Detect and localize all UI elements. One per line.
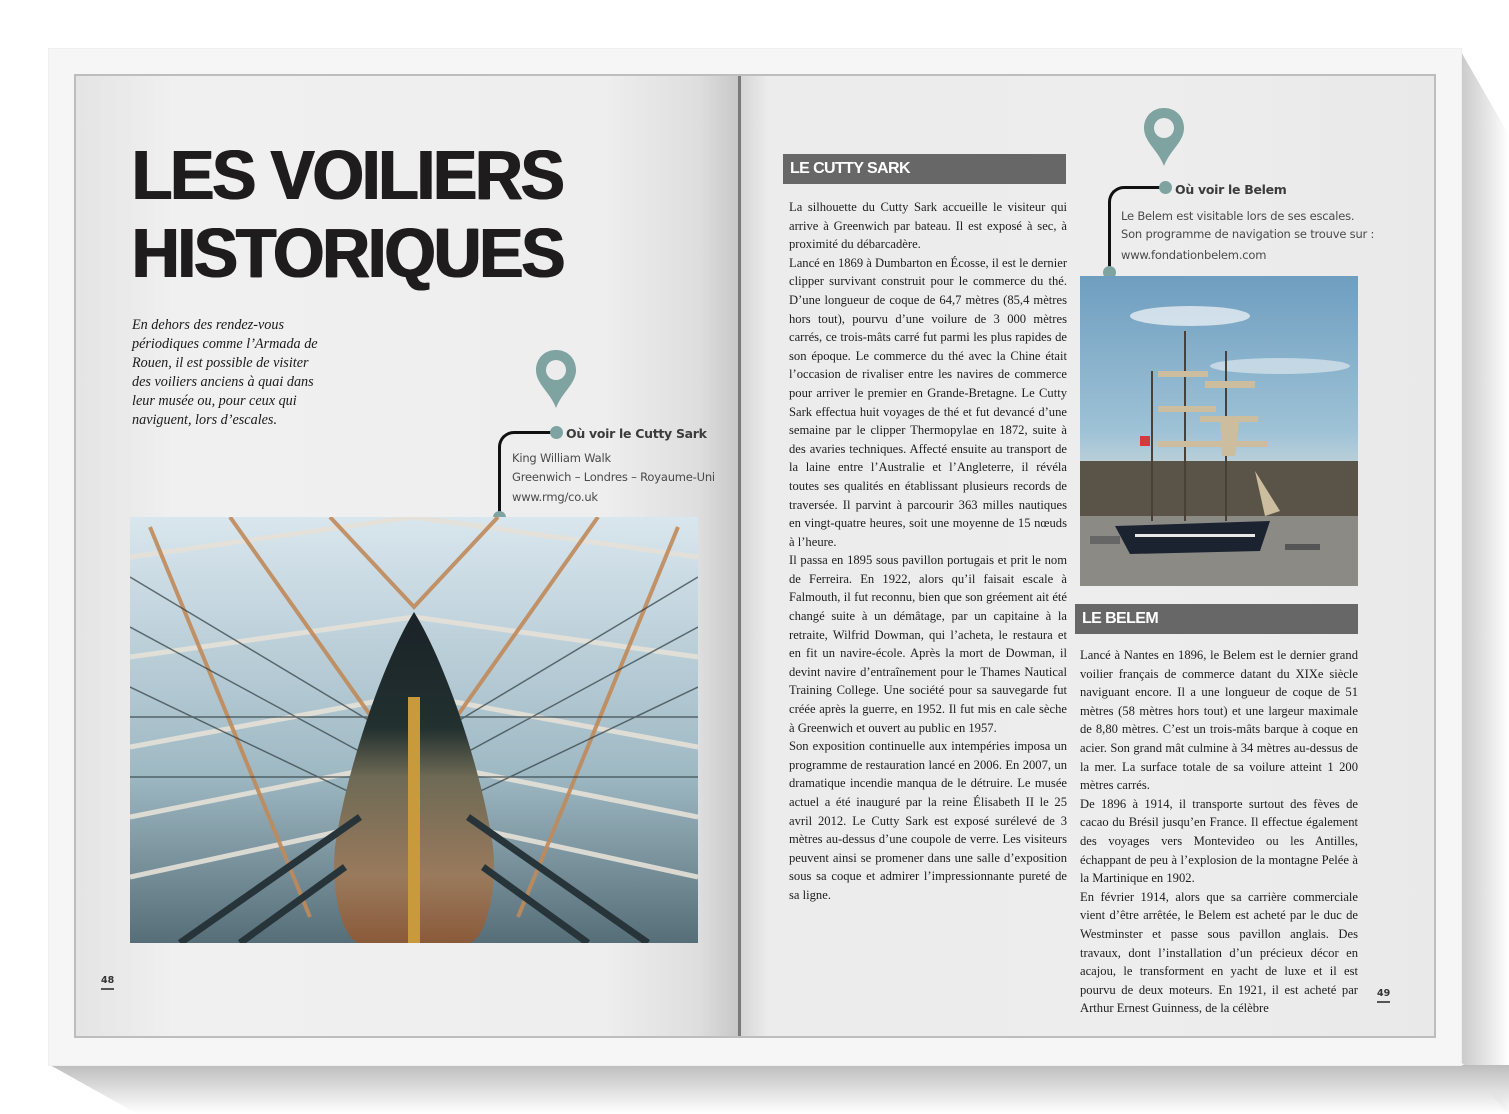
locator-address-line1: King William Walk xyxy=(512,451,611,465)
locator-dot-top xyxy=(550,426,563,439)
locator-website: www.rmg/co.uk xyxy=(512,490,598,504)
locator-dot-top xyxy=(1159,181,1172,194)
paragraph: Lancé en 1869 à Dumbarton en Écosse, il est le dernier clipper survivant construit pour le commerce du thé. D’une longueur de coque de 64,7 mètres (85,4 mètres hors tout), pourvu d’une voilure de 3 000 mètres carrés, ce trois-mâts carré fut parmi les plus rapides de son époque. Le commerce du thé avec la Chine était l’occasion de rivaliser entre les navires de commerce pour arriver le premier en Grande-Bretagne. Le Cutty Sark effectua huit voyages de thé et fut devancé d’une semaine par le clipper Thermopylae en 1872, suite à des avaries techniques. Affecté ensuite au transport de la laine entre l’Australie et l’Angleterre, il révéla toutes ses qualités en établissant plusieurs records de traversée. Il parvint à parcourir 363 milles nautiques en vingt-quatre heures, soit une moyenne de 15 nœuds à l’heure. xyxy=(789,255,1068,549)
paragraph: Son exposition continuelle aux intempéries imposa un programme de restauration lancé en 2006. En 2007, un dramatique incendie manqua de le détruire. Le musée actuel a été inauguré par la reine Élisabeth II le 25 avril 2012. Le Cutty Sark est exposé surélevé de 3 mètres au-dessus d’une coupole de verre. Les visiteurs peuvent ainsi se promener dans une salle d’exposition sous sa coque et admirer l’impressionnante pureté de sa ligne. xyxy=(789,739,1067,902)
cutty-sark-body xyxy=(789,198,1067,905)
paragraph: Lancé à Nantes en 1896, le Belem est le dernier grand voilier français de commerce datant du XIXe siècle naviguant encore. Il a une longueur de coque de 51 mètres (58 mètres hors tout) et une largeur maximale de 8,80 mètres. C’est un trois-mâts barque à coque en acier. Son grand mât culmine à 34 mètres au-dessus de la mer. La surface totale de sa voilure atteint 1 200 mètres carrés. xyxy=(1080,648,1358,793)
map-pin-icon xyxy=(534,348,578,410)
locator-address-line2: Greenwich – Londres – Royaume-Uni xyxy=(512,470,715,484)
paragraph: De 1896 à 1914, il transporte surtout des fèves de cacao du Brésil jusqu’en France. Il effectue également des voyages vers Montevideo ou les Antilles, échappant de peu à l’explosion de la montagne Pelée à la Martinique en 1902. xyxy=(1080,796,1358,886)
paragraph: En février 1914, alors que sa carrière commerciale vient d’être arrêtée, le Belem est acheté par le duc de Westminster et passe sous pavillon anglais. Des travaux, dont l’installation d’un précieux décor en acajou, le transforment en yacht de luxe et il est pourvu de deux moteurs. En 1921, il est acheté par Arthur Ernest Guinness, de la célèbre xyxy=(1080,889,1358,1016)
locator-title: Où voir le Belem xyxy=(1175,182,1287,197)
section-heading-cutty-sark: LE CUTTY SARK xyxy=(783,154,1066,184)
paragraph: La silhouette du Cutty Sark accueille le visiteur qui arrive à Greenwich par bateau. Il est exposé à sec, à proximité du débarcadère. xyxy=(789,200,1067,252)
frame-shadow-bottom xyxy=(50,1065,1509,1114)
belem-photo xyxy=(1080,276,1358,586)
left-page xyxy=(76,76,738,1036)
map-pin-icon xyxy=(1142,106,1186,168)
page-title xyxy=(132,136,621,292)
paragraph: Il passa en 1895 sous pavillon portugais et prit le nom de Ferreira. En 1922, alors qu’il faisait escale à Falmouth, il fut reconnu, bien que son gréement ait été changé suite à un démâtage, par un capitaine à la retraite, Wilfrid Dowman, qui l’acheta, le restaura et en fit un navire-école. Après la mort de Dowman, il devint navire d’entraînement pour le Thames Nautical Training College. Une société pour sa sauvegarde fut créée après la guerre, en 1952. Il fut mis en cale sèche à Greenwich et ouvert au public en 1957. xyxy=(789,553,1067,735)
cutty-sark-photo xyxy=(130,517,698,943)
title-line-2: HISTORIQUES xyxy=(132,214,564,292)
page-number: 48 xyxy=(101,975,114,990)
locator-title: Où voir le Cutty Sark xyxy=(566,426,707,441)
title-line-1: LES VOILIERS xyxy=(132,136,563,214)
book-spread xyxy=(74,74,1436,1038)
section-heading-belem: LE BELEM xyxy=(1075,604,1358,634)
intro-paragraph: En dehors des rendez-vous périodiques comme l’Armada de Rouen, il est possible de visiter des voiliers anciens à quai dans leur musée ou, pour ceux qui naviguent, lors d’escales. xyxy=(132,317,318,428)
frame-shadow-right xyxy=(1460,50,1509,1114)
belem-body xyxy=(1080,646,1358,1018)
page-number: 49 xyxy=(1377,988,1390,1003)
right-page xyxy=(741,76,1434,1036)
locator-info-line1: Le Belem est visitable lors de ses escales. xyxy=(1121,209,1355,223)
locator-website: www.fondationbelem.com xyxy=(1121,248,1267,262)
locator-info-line2: Son programme de navigation se trouve sur : xyxy=(1121,227,1375,241)
